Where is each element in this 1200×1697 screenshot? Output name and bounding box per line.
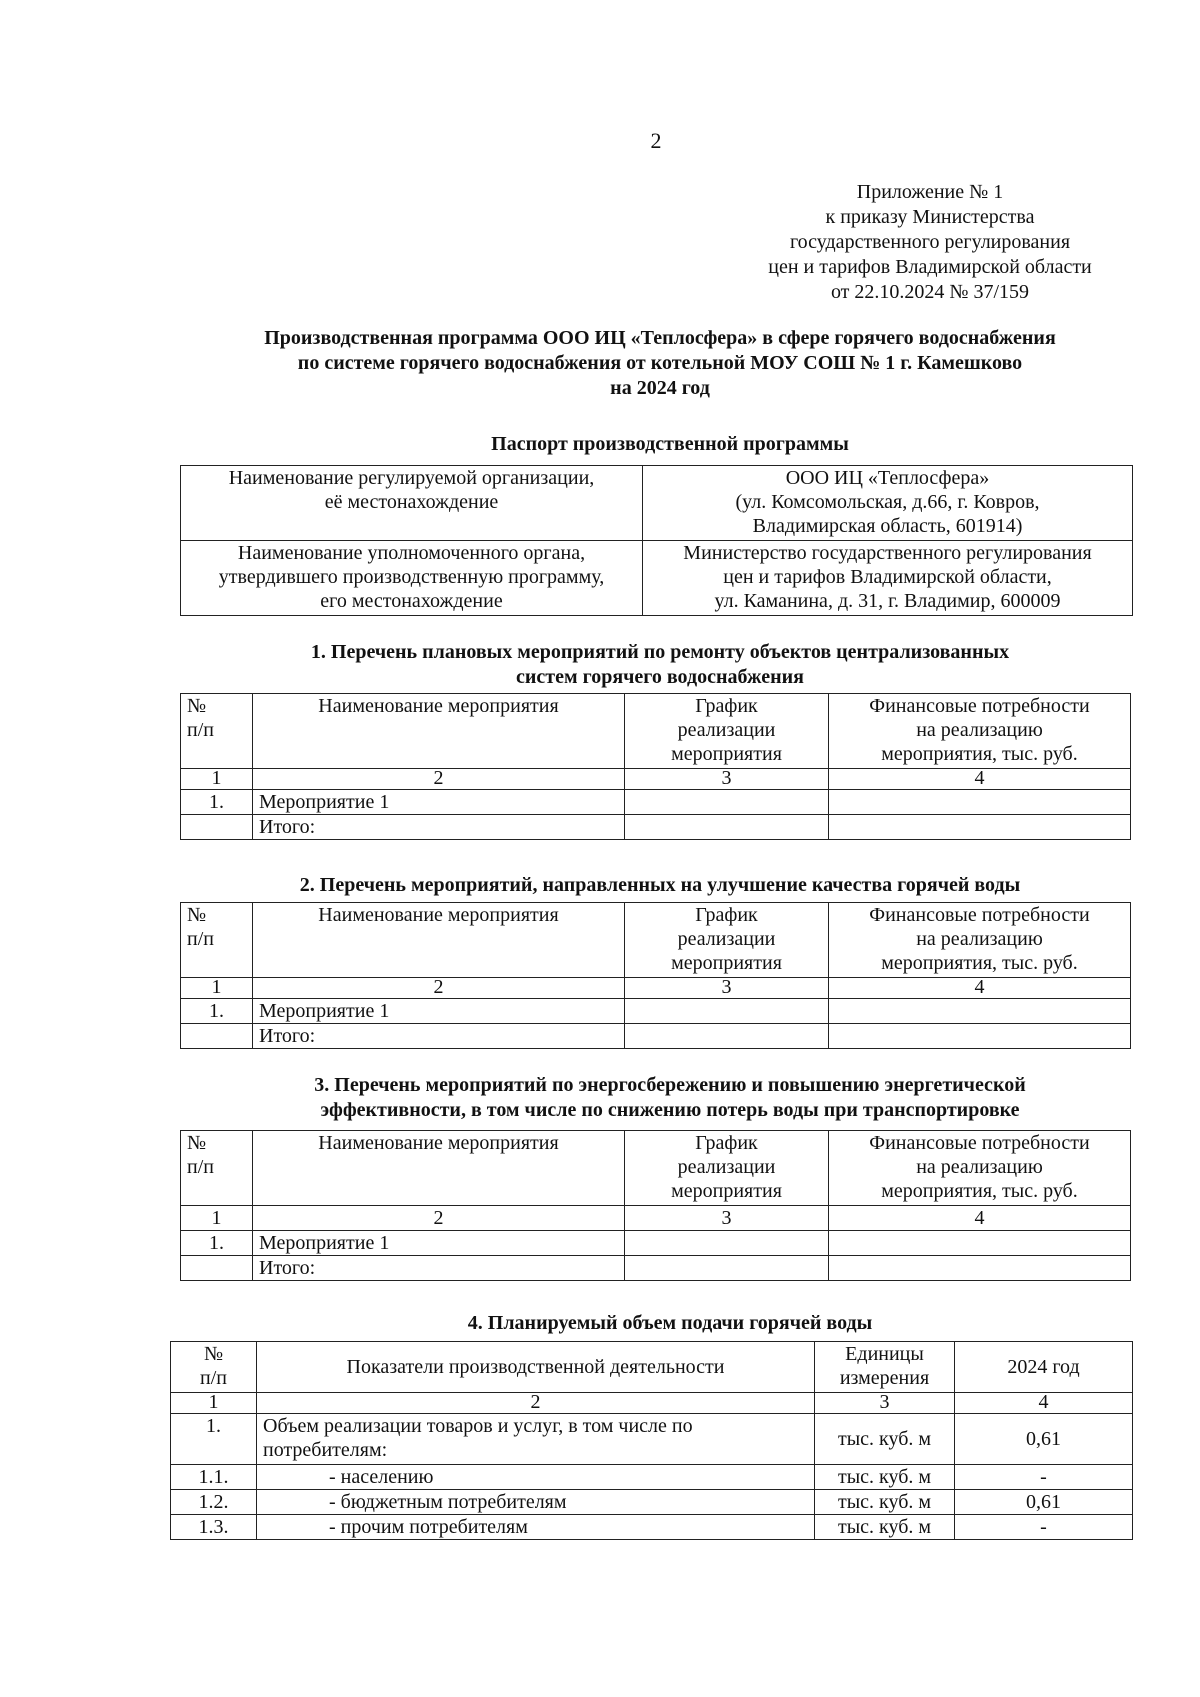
table-header-row — [181, 1131, 1131, 1206]
table-row — [181, 790, 1131, 815]
row-total-label: Итого: — [253, 1256, 625, 1281]
table-row — [171, 1465, 1133, 1490]
header-num: № п/п — [181, 694, 253, 769]
row-indicator: - прочим потребителям — [257, 1515, 815, 1540]
col-number: 3 — [815, 1393, 955, 1414]
row-value: 0,61 — [955, 1490, 1133, 1515]
table-row — [171, 1490, 1133, 1515]
row-schedule — [625, 1024, 829, 1049]
section2-table — [180, 902, 1131, 1049]
col-number: 1 — [181, 769, 253, 790]
table-header-row — [181, 903, 1131, 978]
header-num: № п/п — [171, 1342, 257, 1393]
annex-line: государственного регулирования — [789, 231, 1071, 253]
row-finance — [829, 790, 1131, 815]
column-number-row — [181, 978, 1131, 999]
header-finance: Финансовые потребности на реализацию мероприятия, тыс. руб. — [829, 1131, 1131, 1206]
row-schedule — [625, 1231, 829, 1256]
col-number: 4 — [829, 1206, 1131, 1231]
section4-table — [170, 1341, 1133, 1540]
row-num: 1. — [181, 790, 253, 815]
header-num: № п/п — [181, 1131, 253, 1206]
column-number-row — [171, 1393, 1133, 1414]
table-row — [171, 1515, 1133, 1540]
row-name: Мероприятие 1 — [253, 790, 625, 815]
header-indicator: Показатели производственной деятельности — [257, 1342, 815, 1393]
passport-title: Паспорт производственной программы — [491, 433, 849, 455]
row-value: - — [955, 1465, 1133, 1490]
row-total-label: Итого: — [253, 1024, 625, 1049]
header-schedule: График реализации мероприятия — [625, 694, 829, 769]
col-number: 1 — [181, 1206, 253, 1231]
section3-table — [180, 1130, 1131, 1281]
col-number: 1 — [181, 978, 253, 999]
section1-title: 1. Перечень плановых мероприятий по ремонту объектов централизованных систем горячего водоснабжения — [310, 641, 1010, 688]
row-num — [181, 1024, 253, 1049]
row-num: 1.1. — [171, 1465, 257, 1490]
col-number: 2 — [253, 1206, 625, 1231]
passport-table — [180, 465, 1133, 616]
row-value: - — [955, 1515, 1133, 1540]
row-finance — [829, 1024, 1131, 1049]
section1-table — [180, 693, 1131, 840]
col-number: 4 — [955, 1393, 1133, 1414]
row-name: Мероприятие 1 — [253, 1231, 625, 1256]
section4-title: 4. Планируемый объем подачи горячей воды — [467, 1312, 873, 1334]
row-num: 1.2. — [171, 1490, 257, 1515]
column-number-row — [181, 769, 1131, 790]
row-indicator: Объем реализации товаров и услуг, в том числе по потребителям: — [257, 1414, 815, 1465]
row-num: 1.3. — [171, 1515, 257, 1540]
annex-line: цен и тарифов Владимирской области — [768, 256, 1092, 278]
row-unit: тыс. куб. м — [815, 1414, 955, 1465]
header-year: 2024 год — [955, 1342, 1133, 1393]
passport-value: Министерство государственного регулирования цен и тарифов Владимирской области, ул. Каманина, д. 31, г. Владимир, 600009 — [643, 541, 1133, 616]
table-row — [171, 1414, 1133, 1465]
row-name: Мероприятие 1 — [253, 999, 625, 1024]
row-num: 1. — [181, 999, 253, 1024]
title-line: Производственная программа ООО ИЦ «Теплосфера» в сфере горячего водоснабжения — [264, 327, 1056, 349]
row-num — [181, 1256, 253, 1281]
row-schedule — [625, 815, 829, 840]
row-num: 1. — [181, 1231, 253, 1256]
header-finance: Финансовые потребности на реализацию мероприятия, тыс. руб. — [829, 903, 1131, 978]
annex-line: к приказу Министерства — [825, 206, 1035, 228]
title-line: по системе горячего водоснабжения от котельной МОУ СОШ № 1 г. Камешково — [297, 352, 1023, 374]
passport-value: ООО ИЦ «Теплосфера» (ул. Комсомольская, д.66, г. Ковров, Владимирская область, 601914) — [643, 466, 1133, 541]
table-row — [181, 999, 1131, 1024]
header-schedule: График реализации мероприятия — [625, 903, 829, 978]
col-number: 4 — [829, 978, 1131, 999]
row-num: 1. — [171, 1414, 257, 1465]
header-unit: Единицы измерения — [815, 1342, 955, 1393]
header-name: Наименование мероприятия — [253, 903, 625, 978]
row-indicator: - населению — [257, 1465, 815, 1490]
annex-line: Приложение № 1 — [856, 181, 1004, 203]
col-number: 2 — [253, 978, 625, 999]
title-line: на 2024 год — [610, 377, 710, 399]
header-schedule: График реализации мероприятия — [625, 1131, 829, 1206]
passport-row — [181, 541, 1133, 616]
document-title — [150, 326, 1170, 401]
row-schedule — [625, 790, 829, 815]
table-header-row — [171, 1342, 1133, 1393]
header-name: Наименование мероприятия — [253, 694, 625, 769]
row-finance — [829, 999, 1131, 1024]
col-number: 1 — [171, 1393, 257, 1414]
table-row-total — [181, 1256, 1131, 1281]
row-num — [181, 815, 253, 840]
col-number: 2 — [253, 769, 625, 790]
row-finance — [829, 1231, 1131, 1256]
row-finance — [829, 1256, 1131, 1281]
col-number: 2 — [257, 1393, 815, 1414]
page-number: 2 — [650, 128, 662, 153]
passport-label: Наименование уполномоченного органа, утвердившего производственную программу, его местонахождение — [181, 541, 643, 616]
table-row-total — [181, 815, 1131, 840]
section3-title: 3. Перечень мероприятий по энергосбережению и повышению энергетической эффективности, в том числе по снижению потерь воды при транспортировке — [314, 1074, 1026, 1121]
passport-label: Наименование регулируемой организации, её местонахождение — [181, 466, 643, 541]
annex-line: от 22.10.2024 № 37/159 — [830, 281, 1030, 303]
col-number: 3 — [625, 978, 829, 999]
row-schedule — [625, 999, 829, 1024]
header-name: Наименование мероприятия — [253, 1131, 625, 1206]
table-header-row — [181, 694, 1131, 769]
column-number-row — [181, 1206, 1131, 1231]
row-unit: тыс. куб. м — [815, 1465, 955, 1490]
row-schedule — [625, 1256, 829, 1281]
col-number: 4 — [829, 769, 1131, 790]
row-indicator: - бюджетным потребителям — [257, 1490, 815, 1515]
header-finance: Финансовые потребности на реализацию мероприятия, тыс. руб. — [829, 694, 1131, 769]
row-value: 0,61 — [955, 1414, 1133, 1465]
annex-block — [700, 180, 1160, 305]
header-num: № п/п — [181, 903, 253, 978]
row-total-label: Итого: — [253, 815, 625, 840]
col-number: 3 — [625, 769, 829, 790]
row-unit: тыс. куб. м — [815, 1490, 955, 1515]
table-row — [181, 1231, 1131, 1256]
row-finance — [829, 815, 1131, 840]
passport-row — [181, 466, 1133, 541]
col-number: 3 — [625, 1206, 829, 1231]
row-unit: тыс. куб. м — [815, 1515, 955, 1540]
section2-title: 2. Перечень мероприятий, направленных на улучшение качества горячей воды — [299, 874, 1021, 896]
table-row-total — [181, 1024, 1131, 1049]
